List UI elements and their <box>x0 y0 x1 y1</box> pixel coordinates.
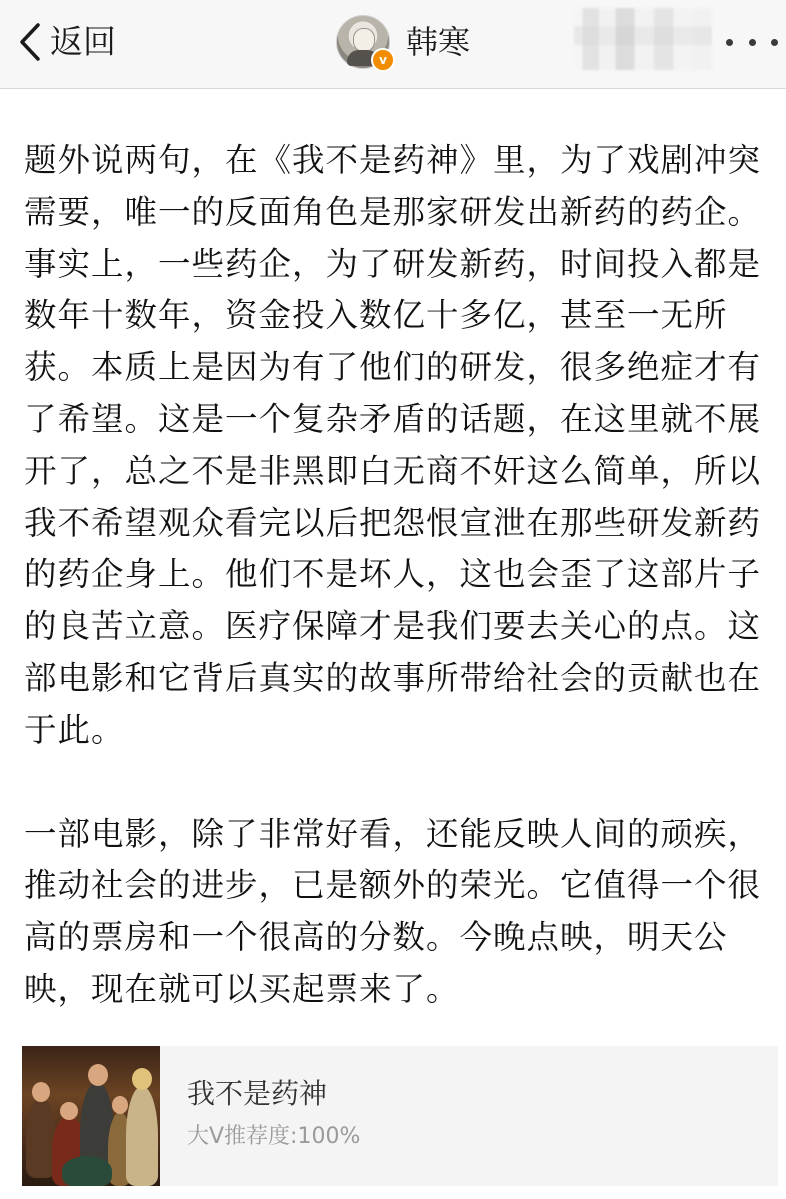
avatar[interactable] <box>336 15 390 69</box>
more-dot <box>726 39 733 46</box>
movie-poster <box>22 1046 160 1186</box>
post-paragraph: 一部电影，除了非常好看，还能反映人间的顽疾，推动社会的进步，已是额外的荣光。它值得一个很高的票房和一个很高的分数。今晚点映，明天公映，现在就可以买起票来了。 <box>24 814 762 1008</box>
movie-rating: 大V推荐度:100% <box>187 1124 361 1149</box>
post-paragraph: 题外说两句，在《我不是药神》里，为了戏剧冲突需要，唯一的反面角色是那家研发出新药的药企。事实上，一些药企，为了研发新药，时间投入都是数年十数年，资金投入数亿十多亿，甚至一无所获。本质上是因为有了他们的研发，很多绝症才有了希望。这是一个复杂矛盾的话题，在这里就不展开了，总之不是非黑即白无商不奸这么简单，所以我不希望观众看完以后把怨恨宣泄在那些研发新药的药企身上。他们不是坏人，这也会歪了这部片子的良苦立意。医疗保障才是我们要去关心的点。这部电影和它背后真实的故事所带给社会的贡献也在于此。 <box>24 141 762 749</box>
movie-title: 我不是药神 <box>187 1077 328 1110</box>
author-profile[interactable] <box>336 14 470 70</box>
avatar-face <box>353 28 375 52</box>
movie-card[interactable] <box>22 1046 778 1186</box>
more-dot <box>771 39 778 46</box>
back-label: 返回 <box>50 22 116 61</box>
movie-card-text <box>160 1046 360 1186</box>
top-navigation-bar <box>0 0 786 89</box>
verified-badge-icon: v <box>371 48 395 72</box>
author-name[interactable]: 韩寒 <box>406 23 471 61</box>
blurred-region <box>574 8 712 70</box>
back-button[interactable] <box>18 16 116 68</box>
more-dot <box>749 39 756 46</box>
chevron-left-icon <box>18 22 42 62</box>
post-body <box>24 135 764 1016</box>
more-options-button[interactable] <box>726 28 778 56</box>
